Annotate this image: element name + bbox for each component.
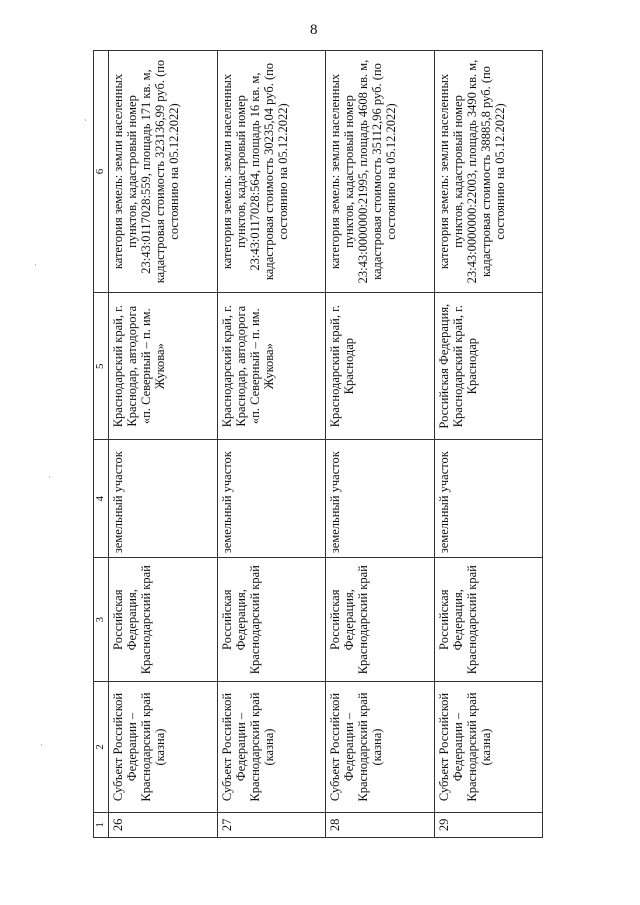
- owner-cell: Субъект Российской Федерации – Краснодарский край (казна): [326, 682, 435, 812]
- object-type-cell: земельный участок: [109, 440, 218, 558]
- address-cell: Российская Федерация, Краснодарский край, г. Краснодар: [434, 293, 543, 440]
- scan-speck: ˋ: [84, 118, 87, 128]
- rotated-table-container: [93, 50, 543, 838]
- page-number: 8: [310, 22, 318, 38]
- address-cell: Краснодарский край, г. Краснодар, автодорога «п. Северный – п. им. Жукова»: [217, 293, 326, 440]
- description-cell: категория земель: земли населенных пунктов, кадастровый номер 23:43:0117028:564, площадь 16 кв. м, кадастровая стоимость 30235,04 руб. (по состоянию на 05.12.2022): [217, 51, 326, 293]
- description-cell: категория земель: земли населенных пунктов, кадастровый номер 23:43:0000000:21995, площадь 4608 кв. м, кадастровая стоимость 35112,96 руб. (по состоянию на 05.12.2022): [326, 51, 435, 293]
- description-cell: категория земель: земли населенных пунктов, кадастровый номер 23:43:0000000:22003, площадь 3490 кв. м, кадастровая стоимость 38885,8 руб. (по состоянию на 05.12.2022): [434, 51, 543, 293]
- column-header: 1: [94, 812, 109, 837]
- scan-speck: ˎ: [48, 468, 51, 478]
- column-header: 6: [94, 51, 109, 293]
- object-type-cell: земельный участок: [434, 440, 543, 558]
- row-number: 29: [434, 812, 543, 837]
- column-header: 4: [94, 440, 109, 558]
- row-number: 28: [326, 812, 435, 837]
- column-header: 5: [94, 293, 109, 440]
- column-header: 2: [94, 682, 109, 812]
- address-cell: Краснодарский край, г. Краснодар: [326, 293, 435, 440]
- table-row: [109, 51, 218, 838]
- owner-cell: Субъект Российской Федерации – Краснодарский край (казна): [434, 682, 543, 812]
- description-cell: категория земель: земли населенных пунктов, кадастровый номер 23:43:0117028:559, площадь 171 кв. м, кадастровая стоимость 323136,99 руб. (по состоянию на 05.12.2022): [109, 51, 218, 293]
- column-header: 3: [94, 558, 109, 682]
- object-type-cell: земельный участок: [326, 440, 435, 558]
- table-row: [434, 51, 543, 838]
- scan-speck: ·: [40, 740, 43, 750]
- property-register-table: [93, 50, 543, 838]
- location-cell: Российская Федерация, Краснодарский край: [109, 558, 218, 682]
- owner-cell: Субъект Российской Федерации – Краснодарский край (казна): [109, 682, 218, 812]
- row-number: 27: [217, 812, 326, 837]
- location-cell: Российская Федерация, Краснодарский край: [434, 558, 543, 682]
- row-number: 26: [109, 812, 218, 837]
- column-number-row: [94, 51, 109, 838]
- owner-cell: Субъект Российской Федерации – Краснодарский край (казна): [217, 682, 326, 812]
- table-row: [326, 51, 435, 838]
- table-row: [217, 51, 326, 838]
- scan-speck: ·: [34, 260, 37, 270]
- object-type-cell: земельный участок: [217, 440, 326, 558]
- location-cell: Российская Федерация, Краснодарский край: [326, 558, 435, 682]
- address-cell: Краснодарский край, г. Краснодар, автодорога «п. Северный – п. им. Жукова»: [109, 293, 218, 440]
- location-cell: Российская Федерация, Краснодарский край: [217, 558, 326, 682]
